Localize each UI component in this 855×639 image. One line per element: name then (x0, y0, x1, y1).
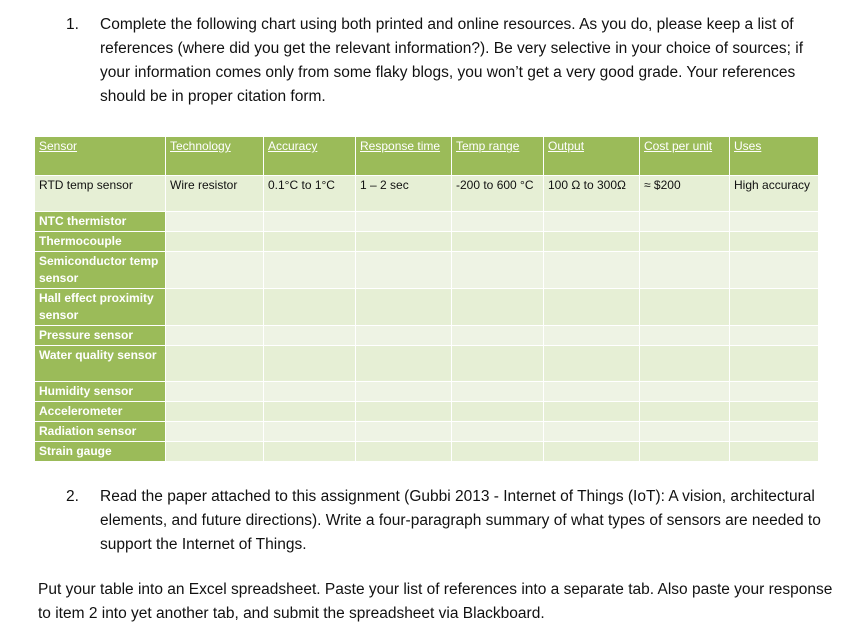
table-cell (264, 346, 356, 382)
table-row (35, 212, 819, 232)
table-cell (730, 442, 819, 462)
table-cell (166, 212, 264, 232)
table-cell (452, 289, 544, 326)
table-header-row (35, 137, 819, 176)
table-row (35, 442, 819, 462)
table-cell (730, 212, 819, 232)
table-cell (544, 289, 640, 326)
table-cell (640, 422, 730, 442)
header-uses: Uses (730, 137, 819, 176)
table-row (35, 252, 819, 289)
table-cell: Wire resistor (166, 176, 264, 212)
table-cell (264, 326, 356, 346)
table-cell (544, 422, 640, 442)
table-cell (544, 382, 640, 402)
table-cell (452, 402, 544, 422)
table-cell (264, 252, 356, 289)
row-sensor-name: Strain gauge (35, 442, 166, 462)
table-cell (356, 326, 452, 346)
sensor-table (34, 136, 819, 462)
table-cell (166, 442, 264, 462)
header-temp-range: Temp range (452, 137, 544, 176)
question-2-text: Read the paper attached to this assignment (Gubbi 2013 - Internet of Things (IoT): A vision, architectural elements, and future directions). Write a four-paragraph summary of what types of sensors are needed to support the Internet of Things. (100, 488, 821, 553)
table-row (35, 402, 819, 422)
table-row (35, 346, 819, 382)
table-cell (166, 402, 264, 422)
question-1-text: Complete the following chart using both printed and online resources. As you do, please keep a list of references (where did you get the relevant information?). Be very selective in your choice of sources; if your information comes only from some flaky blogs, you won’t get a very good grade. Your references should be in proper citation form. (100, 16, 804, 105)
table-cell (640, 326, 730, 346)
header-technology: Technology (166, 137, 264, 176)
table-cell (356, 422, 452, 442)
row-sensor-name: Water quality sensor (35, 346, 166, 382)
table-cell (264, 402, 356, 422)
table-cell (166, 422, 264, 442)
table-cell (166, 346, 264, 382)
table-cell (264, 212, 356, 232)
header-response-time: Response time (356, 137, 452, 176)
table-cell (452, 232, 544, 252)
table-cell (544, 326, 640, 346)
header-accuracy: Accuracy (264, 137, 356, 176)
table-cell (730, 232, 819, 252)
table-cell (356, 382, 452, 402)
table-cell (452, 326, 544, 346)
table-cell (356, 252, 452, 289)
table-cell (544, 232, 640, 252)
question-2-number: 2. (66, 488, 79, 505)
table-cell: 100 Ω to 300Ω (544, 176, 640, 212)
table-cell (730, 326, 819, 346)
table-cell (166, 289, 264, 326)
table-cell: ≈ $200 (640, 176, 730, 212)
table-cell: -200 to 600 °C (452, 176, 544, 212)
row-sensor-name: RTD temp sensor (35, 176, 166, 212)
table-cell (264, 442, 356, 462)
row-sensor-name: Radiation sensor (35, 422, 166, 442)
table-cell: High accuracy (730, 176, 819, 212)
table-cell (166, 326, 264, 346)
table-row (35, 382, 819, 402)
table-cell (452, 252, 544, 289)
table-row (35, 326, 819, 346)
row-sensor-name: Semiconductor temp sensor (35, 252, 166, 289)
table-cell (730, 252, 819, 289)
table-cell (640, 382, 730, 402)
table-cell (640, 402, 730, 422)
table-cell (452, 442, 544, 462)
table-cell (356, 232, 452, 252)
table-cell (452, 422, 544, 442)
table-cell (640, 442, 730, 462)
table-cell (640, 212, 730, 232)
table-cell (166, 232, 264, 252)
table-cell (640, 289, 730, 326)
header-sensor: Sensor (35, 137, 166, 176)
table-cell (730, 346, 819, 382)
table-row (35, 422, 819, 442)
table-cell (544, 346, 640, 382)
table-row (35, 232, 819, 252)
table-cell (356, 346, 452, 382)
table-cell (166, 382, 264, 402)
header-output: Output (544, 137, 640, 176)
table-row (35, 289, 819, 326)
table-cell (544, 442, 640, 462)
table-cell (640, 232, 730, 252)
table-cell (544, 212, 640, 232)
row-sensor-name: Accelerometer (35, 402, 166, 422)
table-cell (264, 422, 356, 442)
question-1-number: 1. (66, 16, 79, 33)
row-sensor-name: Thermocouple (35, 232, 166, 252)
table-cell (264, 289, 356, 326)
table-cell (544, 402, 640, 422)
table-cell (544, 252, 640, 289)
table-cell (356, 289, 452, 326)
header-cost-per-unit: Cost per unit (640, 137, 730, 176)
table-cell (452, 212, 544, 232)
table-cell (264, 382, 356, 402)
table-cell (264, 232, 356, 252)
table-cell (452, 382, 544, 402)
table-cell: 0.1°C to 1°C (264, 176, 356, 212)
table-cell (730, 289, 819, 326)
table-cell (356, 442, 452, 462)
table-cell (452, 346, 544, 382)
table-row (35, 176, 819, 212)
table-cell (640, 346, 730, 382)
table-cell (166, 252, 264, 289)
table-cell (356, 212, 452, 232)
table-cell (730, 422, 819, 442)
table-cell (356, 402, 452, 422)
table-cell (730, 382, 819, 402)
submission-instructions: Put your table into an Excel spreadsheet. Paste your list of references into a separate tab. Also paste your response to item 2 into yet another tab, and submit the spreadsheet via Blackboard. (38, 581, 833, 622)
table-cell (730, 402, 819, 422)
row-sensor-name: Hall effect proximity sensor (35, 289, 166, 326)
row-sensor-name: Humidity sensor (35, 382, 166, 402)
row-sensor-name: NTC thermistor (35, 212, 166, 232)
row-sensor-name: Pressure sensor (35, 326, 166, 346)
table-cell: 1 – 2 sec (356, 176, 452, 212)
table-cell (640, 252, 730, 289)
